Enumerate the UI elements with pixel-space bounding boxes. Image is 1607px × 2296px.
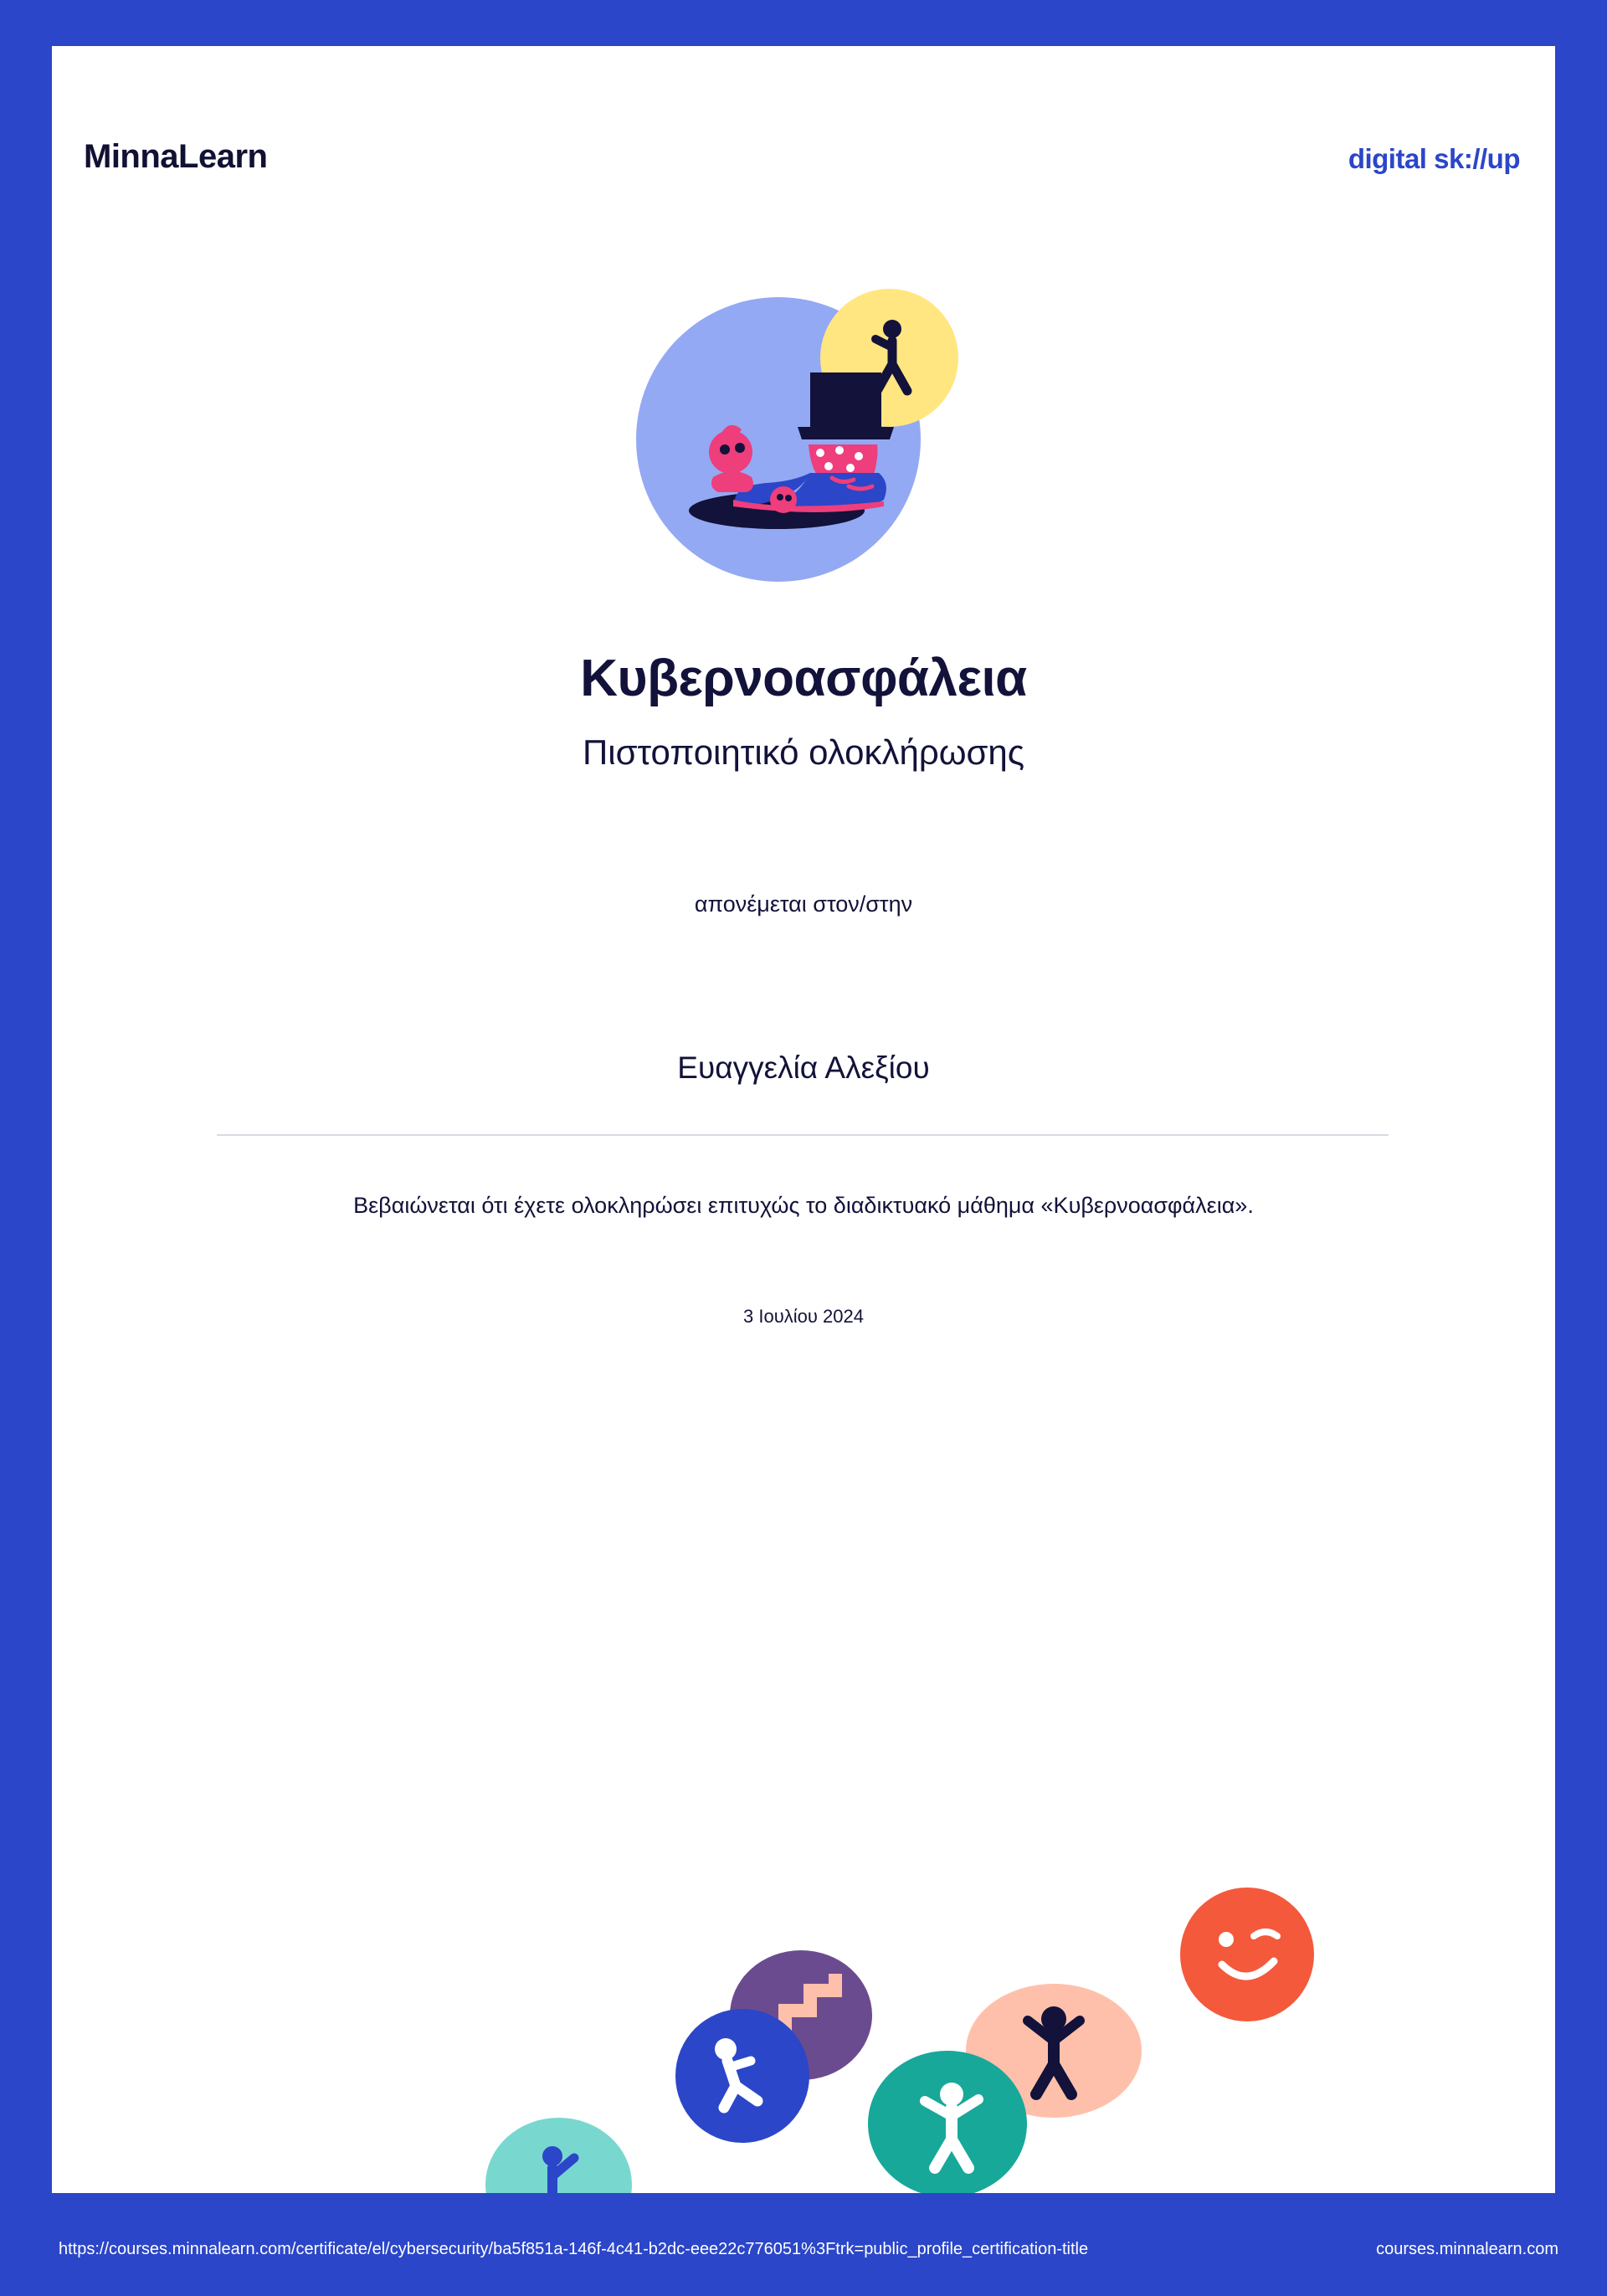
celebrating-person-blob [868, 2051, 1027, 2193]
recipient-name: Ευαγγελία Αλεξίου [677, 1050, 930, 1085]
certificate-url[interactable]: https://courses.minnalearn.com/certificate/el/cybersecurity/ba5f851a-146f-4c41-b2dc-eee22c776051%3Ftrk=public_profile_certification-title [59, 2240, 1089, 2258]
certificate-subtitle: Πιστοποιητικό ολοκλήρωσης [582, 732, 1025, 772]
divider [217, 1134, 1389, 1136]
celebrating-person-icon [868, 2051, 1027, 2193]
certificate-page [52, 46, 1555, 2193]
winking-face-icon [1180, 1888, 1314, 2021]
minnalearn-logo: MinnaLearn [84, 138, 268, 175]
issue-date: 3 Ιουλίου 2024 [743, 1306, 864, 1327]
awarded-to-label: απονέμεται στον/στην [694, 891, 913, 917]
certificate-body-text: Βεβαιώνεται ότι έχετε ολοκληρώσει επιτυχώς το διαδικτυακό μάθημα «Κυβερνοασφάλεια». [353, 1193, 1254, 1218]
waving-person-icon [485, 2118, 632, 2193]
running-person-icon-blue [675, 2009, 809, 2143]
certificate-host: courses.minnalearn.com [1376, 2240, 1558, 2258]
certificate-header [52, 138, 1555, 188]
running-person-blob [675, 2009, 809, 2143]
decorative-blobs [445, 1862, 1366, 2193]
footer-url-bar [0, 2230, 1607, 2280]
certificate-title: Κυβερνοασφάλεια [580, 650, 1027, 707]
running-person-icon [862, 314, 921, 398]
winking-face-blob [1180, 1888, 1314, 2021]
digital-skillup-logo: digital sk://up [1348, 143, 1520, 174]
waving-person-blob [485, 2118, 632, 2193]
hero-illustration [611, 289, 996, 590]
